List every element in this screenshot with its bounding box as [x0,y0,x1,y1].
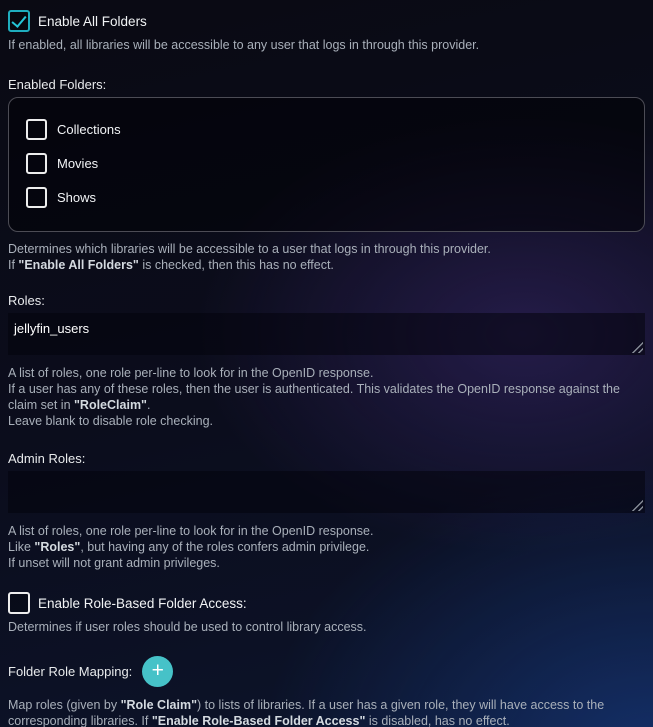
checkbox-unchecked-icon[interactable] [26,153,47,174]
folder-role-mapping-label: Folder Role Mapping: [8,664,133,679]
role-based-folder-access-description: Determines if user roles should be used to control library access. [8,620,367,634]
section-roles [8,293,645,429]
folder-label: Shows [57,190,97,205]
enabled-folders-box [8,97,645,232]
admin-roles-description: A list of roles, one role per-line to look for in the OpenID response. Like "Roles", but having any of the roles confers admin privilege. If unset will not grant admin privileges. [8,524,374,570]
role-based-folder-access-checkbox[interactable] [8,592,247,614]
enable-all-folders-checkbox[interactable] [8,10,147,32]
section-admin-roles [8,451,645,571]
enabled-folders-description: Determines which libraries will be accessible to a user that logs in through this provider. If "Enable All Folders" is checked, then this has no effect. [8,242,491,272]
folder-label: Movies [57,156,99,171]
folder-label: Collections [57,122,121,137]
folder-role-mapping-row [8,656,645,687]
checkbox-unchecked-icon[interactable] [26,187,47,208]
enabled-folders-label: Enabled Folders: [8,77,107,92]
checkbox-checked-icon[interactable] [8,10,30,32]
roles-description: A list of roles, one role per-line to look for in the OpenID response. If a user has any of these roles, then the user is authenticated. This validates the OpenID response against the claim set in "RoleClaim". Leave blank to disable role checking. [8,366,620,428]
plus-icon: + [151,659,164,682]
section-enabled-folders [8,77,645,273]
section-enable-all-folders [8,10,645,53]
enable-all-folders-label: Enable All Folders [38,13,147,29]
checkbox-unchecked-icon[interactable] [8,592,30,614]
roles-textarea[interactable] [8,313,645,355]
folder-checkbox-shows[interactable] [26,187,96,208]
admin-roles-textarea-wrap [8,471,645,513]
add-mapping-button[interactable] [142,656,173,687]
admin-roles-textarea[interactable] [8,471,645,513]
checkbox-unchecked-icon[interactable] [26,119,47,140]
roles-textarea-wrap [8,313,645,355]
role-based-folder-access-label: Enable Role-Based Folder Access: [38,595,247,611]
section-role-based-folder-access [8,592,645,635]
folder-checkbox-movies[interactable] [26,153,98,174]
roles-label: Roles: [8,293,45,308]
folder-role-mapping-description: Map roles (given by "Role Claim") to lists of libraries. If a user has a given role, they will have access to the corresponding libraries. If "Enable Role-Based Folder Access" is disabled, has no effect. [8,698,605,727]
folder-checkbox-collections[interactable] [26,119,121,140]
enable-all-folders-description: If enabled, all libraries will be accessible to any user that logs in through this provider. [8,38,480,52]
admin-roles-label: Admin Roles: [8,451,86,466]
section-folder-role-mapping [8,656,645,727]
